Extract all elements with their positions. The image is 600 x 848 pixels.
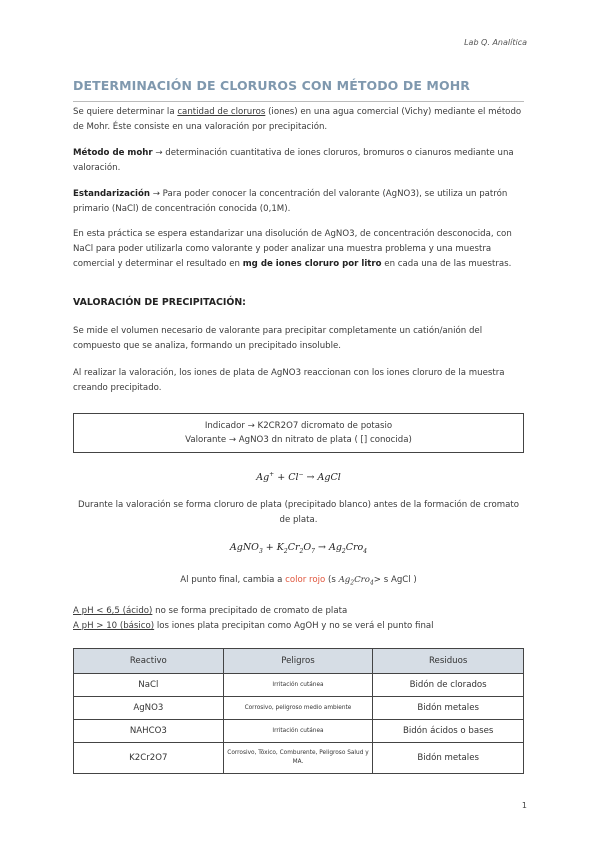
waste-cell: Bidón de clorados xyxy=(373,674,524,697)
waste-cell: Bidón metales xyxy=(373,697,524,720)
f2-cro: Cro xyxy=(345,542,364,553)
waste-cell: Bidón metales xyxy=(373,743,524,774)
f1-cl: Cl xyxy=(288,472,299,484)
intro-underlined: cantidad de cloruros xyxy=(177,107,266,117)
reagent-cell: NaCl xyxy=(74,674,224,697)
fp-ag: Ag xyxy=(338,575,351,585)
f2-plus: + xyxy=(262,542,277,553)
titrant-line: Valorante → AgNO3 dn nitrato de plata ( [] conocida) xyxy=(185,435,412,445)
f1-cl-charge: − xyxy=(298,471,304,478)
red-color-label: color rojo xyxy=(285,575,326,585)
f1-arrow: → xyxy=(303,472,318,484)
final-point-text xyxy=(73,573,524,591)
ph-acid-text: no se forma precipitado de cromato de plata xyxy=(152,606,348,616)
table-row xyxy=(74,743,524,774)
intro-paragraph xyxy=(73,105,528,135)
table-row xyxy=(74,720,524,743)
table-row xyxy=(74,697,524,720)
intro-text: Se quiere determinar la xyxy=(73,107,178,117)
ph-acid-label: A pH < 6,5 (ácido) xyxy=(73,606,153,616)
reagents-box xyxy=(73,413,524,453)
final-point-prefix: Al punto final, cambia a xyxy=(180,575,286,585)
f2-o: O xyxy=(303,542,312,553)
fp-cro-sub: 4 xyxy=(369,579,374,587)
f2-cro-sub: 4 xyxy=(363,547,368,555)
reaction-formula-chromate xyxy=(73,542,524,555)
f2-k: K xyxy=(276,542,284,553)
standardization-definition xyxy=(73,187,528,217)
ph-basic-text: los iones plata precipitan como AgOH y no se verá el punto final xyxy=(154,621,434,631)
mohr-term: Método de mohr xyxy=(73,148,153,158)
f2-agno: AgNO xyxy=(229,542,259,553)
f2-o-sub: 7 xyxy=(311,547,315,555)
practice-paragraph xyxy=(73,227,528,272)
table-row xyxy=(74,674,524,697)
during-titration-text: Durante la valoración se forma cloruro de plata (precipitado blanco) antes de la formación de cromato de plata. xyxy=(77,500,520,525)
hazard-cell: Corrosivo, peligroso medio ambiente xyxy=(223,697,373,720)
practice-text-rest: en cada una de las muestras. xyxy=(381,259,512,269)
f2-k-sub: 2 xyxy=(283,547,288,555)
ph-basic-line xyxy=(73,619,528,634)
title-divider xyxy=(73,101,524,102)
table-header-row xyxy=(74,649,524,674)
waste-cell: Bidón ácidos o bases xyxy=(373,720,524,743)
final-point-formula xyxy=(339,575,374,585)
indicator-line: Indicador → K2CR2O7 dicromato de potasio xyxy=(204,421,393,431)
standardization-text: → Para poder conocer la concentración del valorante (AgNO3), se utiliza un patrón primario (NaCl) de concentración conocida (0,1M). xyxy=(73,189,508,214)
reagent-cell: NAHCO3 xyxy=(74,720,224,743)
mohr-text: → determinación cuantitativa de iones cloruros, bromuros o cianuros mediante una valoración. xyxy=(73,148,514,173)
f1-agcl: AgCl xyxy=(317,472,341,484)
f1-plus: + xyxy=(274,472,289,484)
final-point-suffix: > s AgCl ) xyxy=(373,575,417,585)
hazard-cell: Irritación cutánea xyxy=(223,720,373,743)
f2-arrow: → xyxy=(314,542,329,553)
f2-cr: Cr xyxy=(287,542,300,553)
standardization-term: Estandarización xyxy=(73,189,151,199)
reagent-cell: K2Cr2O7 xyxy=(74,743,224,774)
f2-ag-sub: 2 xyxy=(341,547,346,555)
ph-acid-line xyxy=(73,604,528,619)
f1-ag-charge: + xyxy=(269,471,275,478)
hazard-cell: Corrosivo, Tóxico, Comburente, Peligroso Salud y MA. xyxy=(223,743,373,774)
practice-bold: mg de iones cloruro por litro xyxy=(242,259,382,269)
hazard-cell: Irritación cutánea xyxy=(223,674,373,697)
reagents-table xyxy=(73,648,524,774)
table-header: Residuos xyxy=(373,649,524,674)
section-paragraph-2: Al realizar la valoración, los iones de plata de AgNO3 reaccionan con los iones cloruro de la muestra creando precipitado. xyxy=(73,368,505,393)
practice-text: En esta práctica se espera estandarizar una disolución de AgNO3, de concentración desconocida, con NaCl para poder utilizarla como valorante y poder analizar una muestra problema y una muestra comercial y determinar el resultado en xyxy=(73,229,512,269)
f2-ag: Ag xyxy=(328,542,342,553)
section-heading: VALORACIÓN DE PRECIPITACIÓN: xyxy=(73,297,246,308)
reaction-formula-agcl xyxy=(73,471,524,483)
intro-text-rest: (iones) en una agua comercial (Vichy) mediante el método de Mohr. Éste consiste en una valoración por precipitación. xyxy=(73,107,522,132)
header-course: Lab Q. Analítica xyxy=(464,38,527,47)
section-paragraph-1: Se mide el volumen necesario de valorante para precipitar completamente un catión/anión del compuesto que se analiza, formando un precipitado insoluble. xyxy=(73,326,483,351)
f1-ag: Ag xyxy=(256,472,270,484)
page-number: 1 xyxy=(521,801,527,810)
final-point-paren: (s xyxy=(325,575,339,585)
ph-notes xyxy=(73,604,528,634)
ph-basic-label: A pH > 10 (básico) xyxy=(73,621,155,631)
table-header: Reactivo xyxy=(74,649,224,674)
page-title: DETERMINACIÓN DE CLORUROS CON MÉTODO DE MOHR xyxy=(73,78,470,93)
fp-cro: Cro xyxy=(354,575,370,585)
mohr-definition xyxy=(73,146,528,176)
f2-cr-sub: 2 xyxy=(299,547,304,555)
table-header: Peligros xyxy=(223,649,373,674)
reagent-cell: AgNO3 xyxy=(74,697,224,720)
f2-agno-sub: 3 xyxy=(258,547,263,555)
fp-ag-sub: 2 xyxy=(350,579,355,587)
